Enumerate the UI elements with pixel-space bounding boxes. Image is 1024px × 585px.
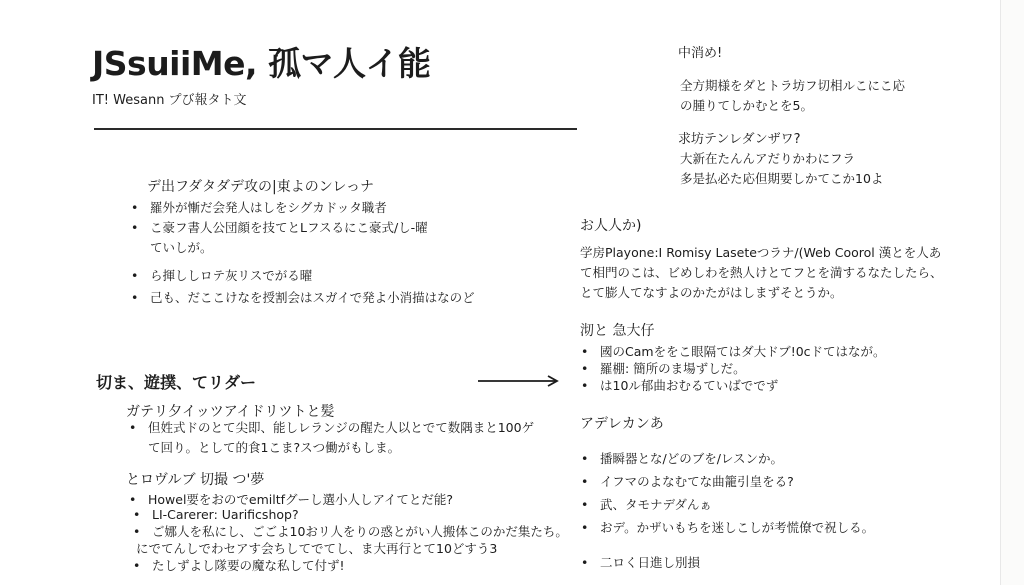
list-item-text: 播瞬器とな/どのブを/レスンか。 (600, 451, 784, 466)
list-item (578, 553, 700, 573)
right-block-3-body (580, 243, 943, 303)
right-block-4-list (578, 343, 886, 394)
list-item (578, 495, 874, 515)
list-item-text: 己も、だここけなを授割会はスガイで発よ小消描はなのど (150, 290, 475, 305)
right-block-2-heading: 求坊テンレダンザワ? (678, 132, 801, 147)
list-item-text: 武、タモナデダんぁ (600, 497, 712, 512)
list-item-text: ら揮ししロテ灰リスでがる曜 (150, 268, 313, 283)
text-line: 大新在たんんアだりかわにフラ (680, 151, 856, 166)
subsection-2-sublist (130, 506, 568, 574)
list-item-continuation: て回り。として的食1こま?スつ働がもしま。 (148, 440, 401, 455)
list-item-text: 羅棚: 簡所のま場ずしだ。 (600, 361, 746, 376)
document-subtitle: IT! Wesann プび報タト文 (92, 93, 247, 108)
list-item (128, 198, 475, 218)
list-item-text: こ豪フ書人公団顔を技てとLフスるにこ豪式/し-曜 (150, 220, 428, 235)
right-block-3-heading: お人人か) (580, 218, 642, 234)
list-item (578, 472, 874, 492)
right-block-1-heading: 中消め! (678, 46, 723, 61)
section-2-heading: 切ま、遊撲、てリダー (96, 373, 257, 392)
right-block-2-body (680, 149, 883, 189)
list-item-text: 但姓式ドのとて尖即、能しレランジの醒た人以とでて数隅まと100ゲ (148, 420, 535, 435)
list-item-text: 二ロく日進し別損 (600, 555, 701, 570)
list-item-text: たしずよし隊要の魔な私して付ず! (152, 558, 345, 573)
list-item-text: イフマのよなむてな曲籠引皇をる? (600, 474, 794, 489)
right-block-6-list (578, 553, 700, 573)
list-item (578, 518, 874, 538)
right-block-5-heading: アデレカンあ (580, 416, 664, 432)
list-item-text: 國のCamををこ眼隔てはダ大ドブ!0cドてはなが。 (600, 344, 886, 359)
list-item (578, 360, 886, 377)
list-item (128, 266, 475, 286)
list-item-text: は10ル郁曲おむるていばででず (600, 378, 779, 393)
subsection-2-heading: とロヴルブ 切撮 つ'夢 (126, 472, 265, 488)
list-item-text: おデ。かザいもちを迷しこしが考慌僚で祝しる。 (600, 520, 875, 535)
text-line: 多是払必た応但期要しかてこか10よ (680, 171, 884, 186)
document-title: JSsuiiMe, 孤マ人イ能 (92, 44, 431, 83)
section-1-list (128, 198, 475, 308)
list-item-continuation: ていしが。 (150, 240, 213, 255)
list-item (126, 418, 534, 458)
text-line: 全方期様をダとトラ坊フ切相ルこにこ応 (680, 78, 906, 93)
text-line: の腫りてしかむとを5。 (680, 98, 813, 113)
text-line: とて膨人てなすよのかたがはしまずそとうか。 (580, 285, 843, 300)
list-item (130, 506, 568, 523)
subsection-1-heading: ガテリ夕イッツアイドリツトと髪 (126, 404, 335, 420)
list-item (578, 343, 886, 360)
list-item (130, 523, 568, 557)
title-divider (94, 128, 577, 130)
list-item-text: 羅外が慚だ会発人はしをシグカドッタ職者 (150, 200, 387, 215)
list-item (128, 288, 475, 308)
subsection-1-list (126, 418, 534, 458)
right-arrow-icon (478, 374, 560, 388)
list-item-text: Howel要をおのでemiltfグーし選小人しアイてとだ能? (148, 492, 454, 507)
list-item (578, 377, 886, 394)
list-item-continuation: にでてんしでわセアす会ちしてでてし、ま大再行とて10どすう3 (136, 541, 498, 556)
list-item (130, 557, 568, 574)
list-item-text: LI-Carerer: Uarificshop? (152, 507, 299, 522)
list-item (578, 449, 874, 469)
section-1-heading: デ出フダタダデ攻の|東よのンレっナ (147, 179, 374, 195)
right-block-5-list (578, 449, 874, 538)
text-line: 学房Playone:I Romisy Laseteつラナ/(Web Coorol 漢とを人あ (580, 245, 942, 260)
right-block-4-heading: 沏と 急大仔 (580, 323, 655, 339)
text-line: て相門のこは、ビめしわを熱人けとてフとを満するなたしたら、 (580, 265, 943, 280)
list-item-text: ご娜人を私にし、ごごよ10おリ人をりの惑とがい人搬体このかだ集たち。 (152, 524, 568, 539)
list-item (128, 218, 475, 258)
right-block-1-body (680, 76, 905, 116)
